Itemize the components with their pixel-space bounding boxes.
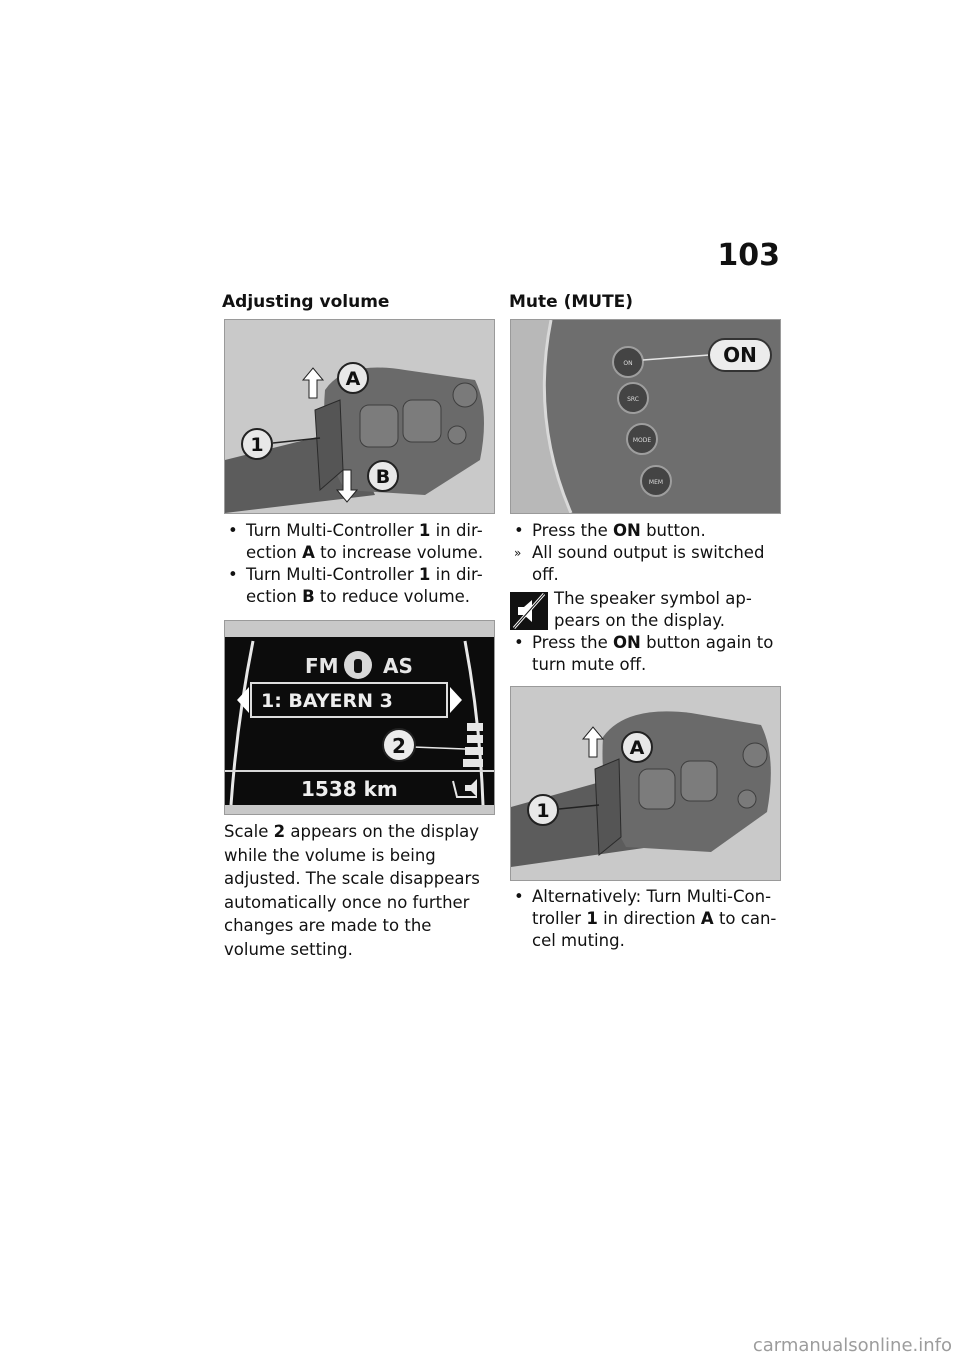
watermark: carmanualsonline.info	[752, 1335, 952, 1356]
text: to increase volume.	[314, 543, 484, 562]
text: appears on the display	[285, 822, 480, 841]
mute-instructions	[510, 520, 780, 676]
text: in dir-	[430, 565, 483, 584]
label-1: 1	[536, 800, 550, 822]
text-bold: ON	[613, 521, 641, 540]
text-bold: ON	[613, 633, 641, 652]
list-item: • Alternatively: Turn Multi-Con- troller 1 in direction A to can- cel muting.	[514, 887, 777, 950]
figure-radio-display	[224, 620, 495, 815]
distance-readout: 1538 km	[301, 777, 398, 801]
callout-on: ON	[723, 343, 757, 367]
text: in dir-	[430, 521, 483, 540]
button-on-mini: ON	[623, 360, 633, 367]
text-bold: 1	[418, 521, 431, 540]
button-mem-mini: MEM	[648, 479, 664, 486]
mode-label: AS	[383, 654, 413, 678]
text-bold: 2	[273, 822, 286, 841]
list-item: • Turn Multi-Controller 1 in dir- ection A to increase volume.	[228, 521, 484, 562]
bullet-list-volume	[224, 520, 494, 608]
text-bold: A	[302, 543, 315, 562]
text: The speaker symbol ap-	[554, 589, 752, 608]
text-line: automatically once no further	[224, 892, 470, 912]
label-a: A	[629, 737, 645, 759]
text-line: volume setting.	[224, 939, 353, 959]
text: to reduce volume.	[314, 587, 471, 606]
text: button again to	[640, 633, 774, 652]
text: pears on the display.	[554, 611, 725, 630]
section-heading-adjusting-volume: Adjusting volume	[222, 292, 390, 312]
label-a: A	[345, 368, 361, 390]
text-bold: 1	[586, 909, 598, 928]
figure-buttons-panel	[510, 319, 781, 514]
label-2: 2	[392, 734, 406, 758]
text-bold: A	[700, 909, 714, 928]
text: ection	[246, 543, 303, 562]
speaker-muted-icon	[510, 592, 548, 636]
text: to can-	[713, 909, 777, 928]
text: ection	[246, 587, 303, 606]
text: troller	[532, 909, 587, 928]
text: in direction	[597, 909, 701, 928]
page-number: 103	[717, 238, 780, 273]
speaker-note	[510, 588, 780, 632]
text-bold: B	[302, 587, 315, 606]
text: turn mute off.	[532, 655, 647, 674]
list-item: • Turn Multi-Controller 1 in dir- ection B to reduce volume.	[228, 565, 483, 606]
text-line: changes are made to the	[224, 916, 432, 935]
list-item: • Press the ON button again to turn mute off.	[514, 633, 774, 674]
list-item: • Press the ON button.	[514, 521, 706, 540]
volume-scale-paragraph	[224, 820, 494, 961]
text-line: while the volume is being	[224, 845, 436, 865]
text: off.	[532, 565, 559, 584]
text: Press the	[532, 633, 613, 652]
alternative-instructions	[510, 886, 780, 952]
text: cel muting.	[532, 931, 625, 950]
label-1: 1	[250, 434, 264, 456]
text-line: adjusted. The scale disappears	[224, 869, 480, 888]
label-b: B	[375, 466, 391, 488]
section-heading-mute: Mute (MUTE)	[509, 292, 634, 312]
text-bold: 1	[418, 565, 431, 584]
button-mode-mini: MODE	[632, 437, 652, 444]
figure-handlebar-controller	[224, 319, 495, 514]
station-name: 1: BAYERN 3	[261, 690, 393, 712]
source-label: FM	[305, 654, 339, 678]
figure-controller-cancel-mute	[510, 686, 781, 881]
result-item: » All sound output is switched off.	[514, 543, 765, 584]
text: All sound output is switched	[532, 543, 765, 562]
text: Alternatively: Turn Multi-Con-	[532, 887, 772, 906]
text: button.	[640, 521, 706, 540]
button-src-mini: SRC	[627, 396, 639, 403]
text: Press the	[532, 521, 613, 540]
text: Turn Multi-Controller	[246, 521, 419, 540]
text: Turn Multi-Controller	[246, 565, 419, 584]
text: Scale	[224, 822, 274, 841]
